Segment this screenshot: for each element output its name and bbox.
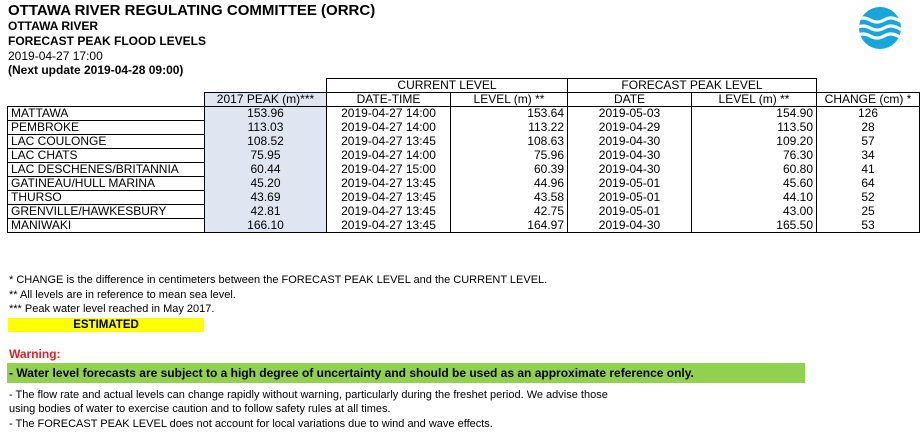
forecast-date: 2019-05-03 <box>568 107 692 121</box>
table-row <box>8 135 920 149</box>
station-name: THURSO <box>8 191 205 205</box>
current-datetime: 2019-04-27 14:00 <box>327 149 451 163</box>
note-reference: ** All levels are in reference to mean sea level. <box>9 289 236 301</box>
peak-2017-value: 43.69 <box>205 191 327 205</box>
group-forecast-peak-level: FORECAST PEAK LEVEL <box>568 79 817 93</box>
current-datetime: 2019-04-27 14:00 <box>327 107 451 121</box>
peak-2017-value: 153.96 <box>205 107 327 121</box>
current-level-value: 108.63 <box>451 135 568 149</box>
col-current-level: LEVEL (m) ** <box>451 93 568 107</box>
table-row <box>8 177 920 191</box>
table-row <box>8 163 920 177</box>
station-name: PEMBROKE <box>8 121 205 135</box>
change-value: 53 <box>817 219 920 233</box>
estimated-label: ESTIMATED <box>8 318 204 332</box>
peak-2017-value: 113.03 <box>205 121 327 135</box>
current-level-value: 113.22 <box>451 121 568 135</box>
current-datetime: 2019-04-27 15:00 <box>327 163 451 177</box>
forecast-level-value: 44.10 <box>692 191 817 205</box>
page-title: OTTAWA RIVER REGULATING COMMITTEE (ORRC) <box>8 2 376 19</box>
warning-line-1: - The flow rate and actual levels can change rapidly without warning, particularly during the freshet period. We advise those <box>9 389 608 401</box>
station-name: LAC DESCHENES/BRITANNIA <box>8 163 205 177</box>
forecast-date: 2019-05-01 <box>568 191 692 205</box>
current-level-value: 75.96 <box>451 149 568 163</box>
note-change: * CHANGE is the difference in centimeters between the FORECAST PEAK LEVEL and the CURRENT LEVEL. <box>9 274 548 286</box>
forecast-date: 2019-04-30 <box>568 219 692 233</box>
station-name: LAC COULONGE <box>8 135 205 149</box>
warning-highlight: - Water level forecasts are subject to a high degree of uncertainty and should be used as an approximate reference only. <box>7 363 805 383</box>
column-header-row <box>8 93 920 107</box>
table-row <box>8 205 920 219</box>
station-name: MANIWAKI <box>8 219 205 233</box>
forecast-level-value: 43.00 <box>692 205 817 219</box>
table-row <box>8 191 920 205</box>
col-2017-peak: 2017 PEAK (m)*** <box>205 93 327 107</box>
change-value: 52 <box>817 191 920 205</box>
forecast-level-value: 109.20 <box>692 135 817 149</box>
current-datetime: 2019-04-27 13:45 <box>327 219 451 233</box>
station-name: GATINEAU/HULL MARINA <box>8 177 205 191</box>
forecast-date: 2019-04-30 <box>568 135 692 149</box>
station-name: LAC CHATS <box>8 149 205 163</box>
current-level-value: 164.97 <box>451 219 568 233</box>
forecast-date: 2019-04-30 <box>568 163 692 177</box>
forecast-level-value: 60.80 <box>692 163 817 177</box>
table-row <box>8 107 920 121</box>
forecast-level-value: 76.30 <box>692 149 817 163</box>
water-waves-icon <box>858 6 902 50</box>
col-change: CHANGE (cm) * <box>817 93 920 107</box>
col-forecast-level: LEVEL (m) ** <box>692 93 817 107</box>
forecast-date: 2019-04-30 <box>568 149 692 163</box>
levels-table <box>7 78 920 233</box>
current-datetime: 2019-04-27 14:00 <box>327 121 451 135</box>
change-value: 126 <box>817 107 920 121</box>
forecast-level-value: 113.50 <box>692 121 817 135</box>
peak-2017-value: 45.20 <box>205 177 327 191</box>
forecast-level-value: 165.50 <box>692 219 817 233</box>
forecast-date: 2019-04-29 <box>568 121 692 135</box>
peak-2017-value: 75.95 <box>205 149 327 163</box>
warning-label: Warning: <box>9 347 61 361</box>
col-current-datetime: DATE-TIME <box>327 93 451 107</box>
peak-2017-value: 42.81 <box>205 205 327 219</box>
change-value: 34 <box>817 149 920 163</box>
report-title: FORECAST PEAK FLOOD LEVELS <box>8 34 207 48</box>
table-row <box>8 149 920 163</box>
forecast-level-value: 45.60 <box>692 177 817 191</box>
current-level-value: 44.96 <box>451 177 568 191</box>
change-value: 57 <box>817 135 920 149</box>
peak-2017-value: 166.10 <box>205 219 327 233</box>
river-name: OTTAWA RIVER <box>8 19 98 33</box>
station-name: GRENVILLE/HAWKESBURY <box>8 205 205 219</box>
current-level-value: 60.39 <box>451 163 568 177</box>
note-peak: *** Peak water level reached in May 2017. <box>9 303 215 315</box>
current-datetime: 2019-04-27 13:45 <box>327 177 451 191</box>
change-value: 64 <box>817 177 920 191</box>
current-level-value: 42.75 <box>451 205 568 219</box>
forecast-date: 2019-05-01 <box>568 205 692 219</box>
peak-2017-value: 60.44 <box>205 163 327 177</box>
warning-line-3: - The FORECAST PEAK LEVEL does not account for local variations due to wind and wave effects. <box>9 418 493 430</box>
change-value: 28 <box>817 121 920 135</box>
group-current-level: CURRENT LEVEL <box>327 79 568 93</box>
warning-line-2: using bodies of water to exercise caution and to follow safety rules at all times. <box>9 403 391 415</box>
peak-2017-value: 108.52 <box>205 135 327 149</box>
group-header-row <box>8 79 920 93</box>
current-level-value: 43.58 <box>451 191 568 205</box>
table-row <box>8 121 920 135</box>
table-row <box>8 219 920 233</box>
change-value: 25 <box>817 205 920 219</box>
current-datetime: 2019-04-27 13:45 <box>327 205 451 219</box>
forecast-level-value: 154.90 <box>692 107 817 121</box>
current-datetime: 2019-04-27 13:45 <box>327 135 451 149</box>
col-forecast-date: DATE <box>568 93 692 107</box>
forecast-date: 2019-05-01 <box>568 177 692 191</box>
change-value: 41 <box>817 163 920 177</box>
current-level-value: 153.64 <box>451 107 568 121</box>
current-datetime: 2019-04-27 13:45 <box>327 191 451 205</box>
station-name: MATTAWA <box>8 107 205 121</box>
issued-datetime: 2019-04-27 17:00 <box>8 49 103 63</box>
next-update: (Next update 2019-04-28 09:00) <box>8 63 184 77</box>
